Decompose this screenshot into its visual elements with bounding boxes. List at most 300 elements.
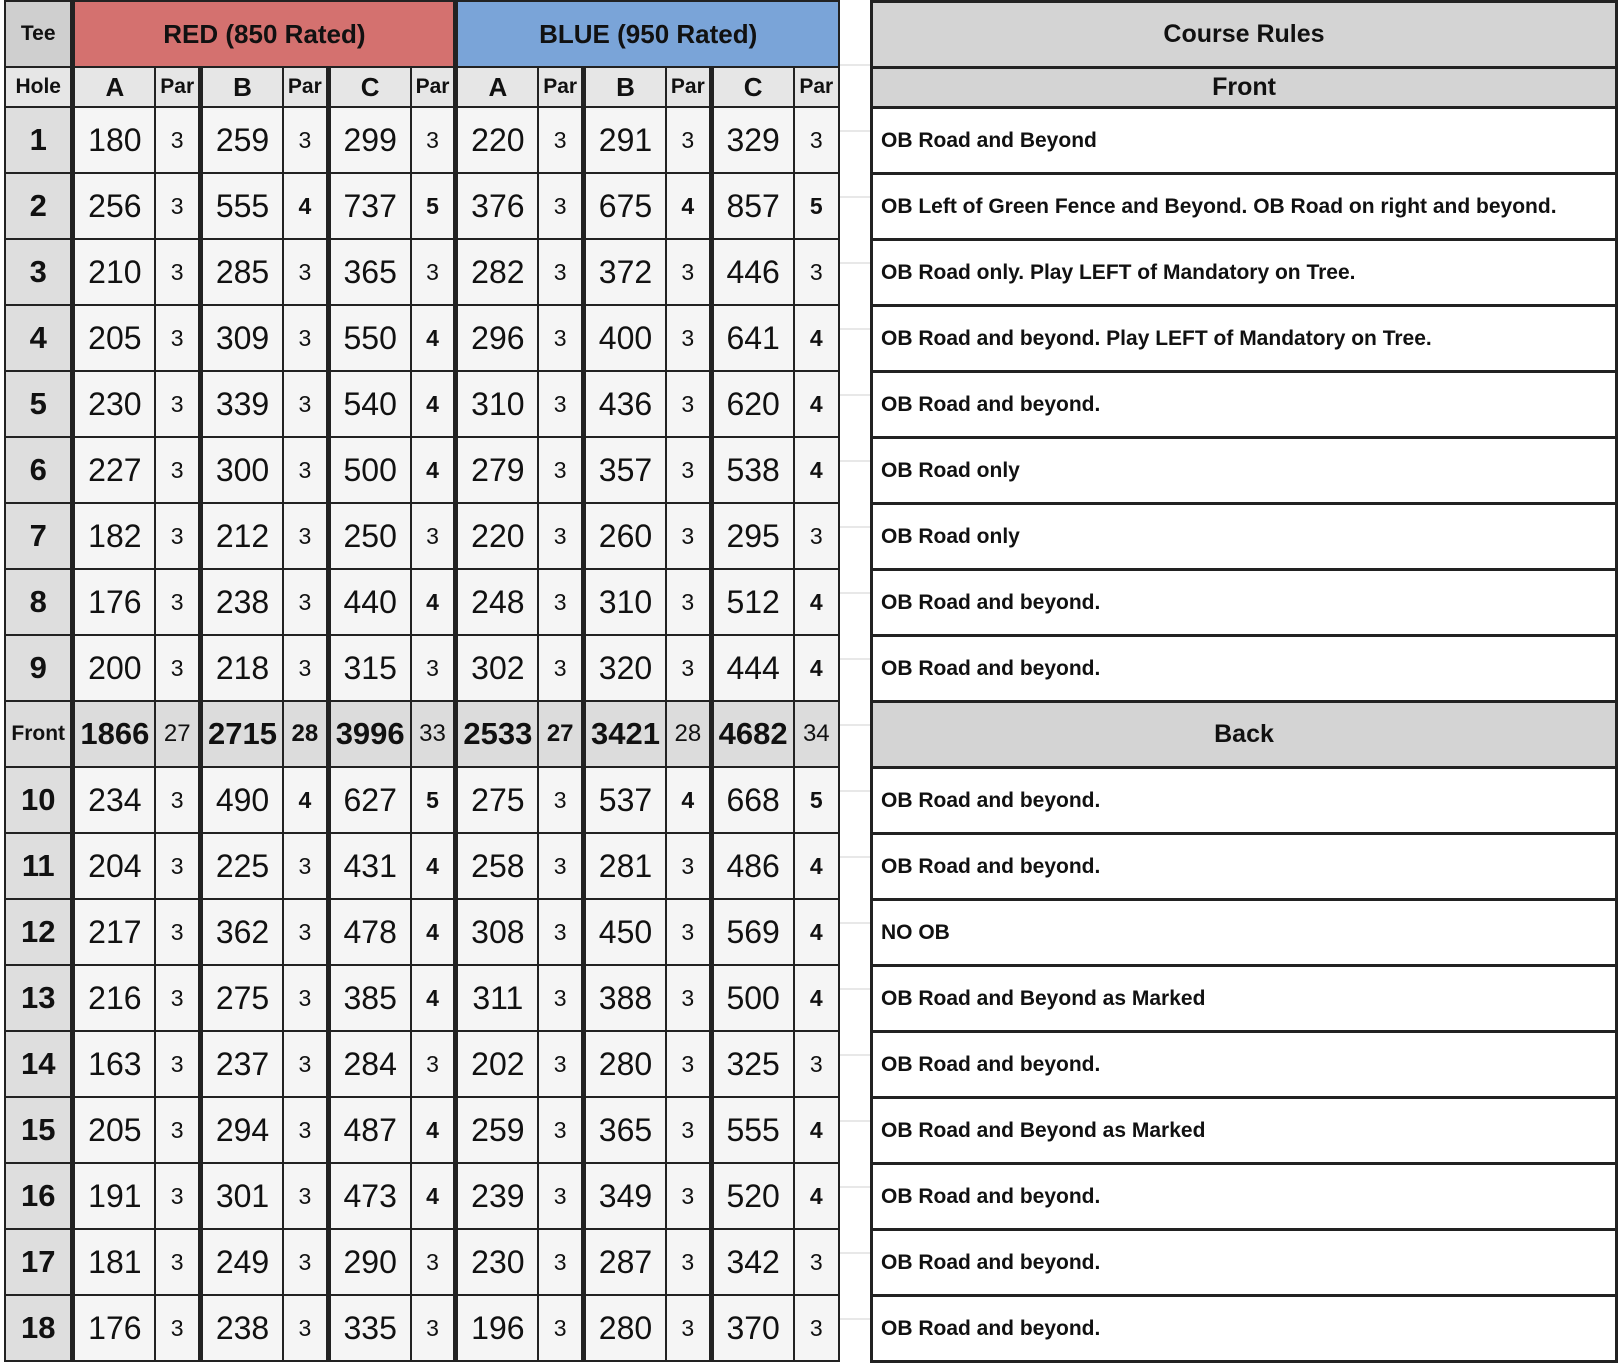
distance-cell: 220	[456, 107, 538, 173]
hole-label: Hole	[5, 67, 73, 107]
hole-row	[5, 635, 839, 701]
par-cell: 3	[283, 1229, 328, 1295]
par-cell: 3	[155, 1031, 200, 1097]
par-cell: 3	[283, 1295, 328, 1361]
tee-label: Tee	[5, 1, 73, 67]
par-cell: 3	[538, 1229, 583, 1295]
rule-row	[872, 834, 1617, 900]
distance-cell: 205	[73, 1097, 155, 1163]
par-cell: 3	[411, 635, 456, 701]
column-header-par: Par	[538, 67, 583, 107]
par-cell: 3	[411, 1295, 456, 1361]
par-cell: 3	[283, 899, 328, 965]
distance-cell: 282	[456, 239, 538, 305]
distance-cell: 280	[584, 1031, 666, 1097]
back-rule-text: OB Road and beyond.	[872, 1230, 1617, 1296]
par-cell: 3	[411, 239, 456, 305]
front-total-par: 28	[283, 701, 328, 767]
column-header-tee: C	[711, 67, 793, 107]
rule-row	[872, 1296, 1617, 1362]
distance-cell: 260	[584, 503, 666, 569]
par-cell: 3	[538, 1295, 583, 1361]
column-header-tee: B	[201, 67, 283, 107]
front-total-par: 27	[155, 701, 200, 767]
par-cell: 3	[794, 107, 839, 173]
hole-row	[5, 833, 839, 899]
distance-cell: 259	[456, 1097, 538, 1163]
distance-cell: 620	[711, 371, 793, 437]
column-header-tee: A	[456, 67, 538, 107]
hole-row	[5, 371, 839, 437]
rules-back-label: Back	[872, 702, 1617, 768]
front-rule-text: OB Road only	[872, 504, 1617, 570]
distance-cell: 287	[584, 1229, 666, 1295]
par-cell: 4	[794, 1097, 839, 1163]
distance-cell: 279	[456, 437, 538, 503]
column-header-par: Par	[666, 67, 711, 107]
par-cell: 4	[411, 371, 456, 437]
par-cell: 3	[538, 833, 583, 899]
par-cell: 3	[666, 965, 711, 1031]
par-cell: 3	[538, 107, 583, 173]
par-cell: 3	[538, 239, 583, 305]
par-cell: 3	[666, 1097, 711, 1163]
distance-cell: 349	[584, 1163, 666, 1229]
distance-cell: 295	[711, 503, 793, 569]
distance-cell: 204	[73, 833, 155, 899]
rule-row	[872, 306, 1617, 372]
distance-cell: 182	[73, 503, 155, 569]
par-cell: 5	[794, 173, 839, 239]
hole-row	[5, 239, 839, 305]
par-cell: 3	[283, 1031, 328, 1097]
distance-cell: 320	[584, 635, 666, 701]
front-total-par: 34	[794, 701, 839, 767]
par-cell: 3	[283, 965, 328, 1031]
hole-number: 6	[5, 437, 73, 503]
par-cell: 3	[155, 767, 200, 833]
par-cell: 3	[538, 437, 583, 503]
par-cell: 3	[155, 635, 200, 701]
par-cell: 4	[411, 305, 456, 371]
par-cell: 3	[283, 635, 328, 701]
distance-cell: 339	[201, 371, 283, 437]
hole-row	[5, 107, 839, 173]
rule-row	[872, 372, 1617, 438]
par-cell: 3	[794, 1229, 839, 1295]
par-cell: 3	[283, 107, 328, 173]
column-header-tee: B	[584, 67, 666, 107]
distance-cell: 540	[328, 371, 410, 437]
front-total-distance: 1866	[73, 701, 155, 767]
distance-cell: 200	[73, 635, 155, 701]
front-rule-text: OB Left of Green Fence and Beyond. OB Road on right and beyond.	[872, 174, 1617, 240]
rule-row	[872, 240, 1617, 306]
distance-cell: 342	[711, 1229, 793, 1295]
back-rule-text: OB Road and beyond.	[872, 834, 1617, 900]
distance-cell: 325	[711, 1031, 793, 1097]
distance-cell: 500	[711, 965, 793, 1031]
distance-cell: 329	[711, 107, 793, 173]
par-cell: 3	[794, 503, 839, 569]
par-cell: 3	[538, 965, 583, 1031]
hole-number: 17	[5, 1229, 73, 1295]
rule-row	[872, 1164, 1617, 1230]
distance-cell: 220	[456, 503, 538, 569]
distance-cell: 256	[73, 173, 155, 239]
distance-cell: 675	[584, 173, 666, 239]
par-cell: 3	[538, 1031, 583, 1097]
par-cell: 3	[283, 1163, 328, 1229]
rules-title-row	[872, 2, 1617, 68]
distance-cell: 237	[201, 1031, 283, 1097]
par-cell: 3	[411, 1229, 456, 1295]
par-cell: 3	[283, 569, 328, 635]
distance-cell: 218	[201, 635, 283, 701]
distance-cell: 370	[711, 1295, 793, 1361]
distance-cell: 385	[328, 965, 410, 1031]
distance-cell: 205	[73, 305, 155, 371]
rule-row	[872, 570, 1617, 636]
distance-cell: 299	[328, 107, 410, 173]
par-cell: 3	[666, 833, 711, 899]
distance-cell: 308	[456, 899, 538, 965]
distance-cell: 301	[201, 1163, 283, 1229]
distance-cell: 191	[73, 1163, 155, 1229]
hole-number: 7	[5, 503, 73, 569]
distance-cell: 300	[201, 437, 283, 503]
rule-row	[872, 966, 1617, 1032]
front-totals-row	[5, 701, 839, 767]
back-rule-text: OB Road and Beyond as Marked	[872, 966, 1617, 1032]
hole-number: 10	[5, 767, 73, 833]
par-cell: 3	[538, 1163, 583, 1229]
distance-cell: 311	[456, 965, 538, 1031]
course-rules-table	[870, 0, 1618, 1363]
blue-tee-header: BLUE (950 Rated)	[456, 1, 839, 67]
hole-number: 9	[5, 635, 73, 701]
rule-row	[872, 636, 1617, 702]
par-cell: 3	[666, 1229, 711, 1295]
distance-cell: 569	[711, 899, 793, 965]
distance-cell: 335	[328, 1295, 410, 1361]
front-total-distance: 3996	[328, 701, 410, 767]
distance-cell: 473	[328, 1163, 410, 1229]
hole-row	[5, 503, 839, 569]
par-cell: 3	[155, 1163, 200, 1229]
distance-cell: 537	[584, 767, 666, 833]
distance-cell: 444	[711, 635, 793, 701]
hole-number: 2	[5, 173, 73, 239]
par-cell: 3	[155, 305, 200, 371]
distance-cell: 315	[328, 635, 410, 701]
distance-cell: 446	[711, 239, 793, 305]
par-cell: 3	[155, 371, 200, 437]
front-total-distance: 4682	[711, 701, 793, 767]
rule-row	[872, 900, 1617, 966]
distance-cell: 440	[328, 569, 410, 635]
distance-cell: 225	[201, 833, 283, 899]
par-cell: 3	[666, 503, 711, 569]
hole-number: 3	[5, 239, 73, 305]
hole-number: 4	[5, 305, 73, 371]
distance-cell: 668	[711, 767, 793, 833]
distance-cell: 210	[73, 239, 155, 305]
rule-row	[872, 1098, 1617, 1164]
distance-cell: 176	[73, 569, 155, 635]
distance-cell: 216	[73, 965, 155, 1031]
distance-cell: 284	[328, 1031, 410, 1097]
par-cell: 3	[155, 437, 200, 503]
scorecard-table	[4, 0, 840, 1362]
column-header-tee: C	[328, 67, 410, 107]
distance-cell: 180	[73, 107, 155, 173]
front-total-par: 28	[666, 701, 711, 767]
distance-cell: 538	[711, 437, 793, 503]
distance-cell: 181	[73, 1229, 155, 1295]
par-cell: 3	[283, 305, 328, 371]
distance-cell: 250	[328, 503, 410, 569]
distance-cell: 436	[584, 371, 666, 437]
par-cell: 3	[538, 635, 583, 701]
front-rule-text: OB Road and Beyond	[872, 108, 1617, 174]
distance-cell: 362	[201, 899, 283, 965]
rule-row	[872, 108, 1617, 174]
distance-cell: 285	[201, 239, 283, 305]
par-cell: 3	[155, 899, 200, 965]
distance-cell: 520	[711, 1163, 793, 1229]
distance-cell: 230	[73, 371, 155, 437]
hole-row	[5, 899, 839, 965]
distance-cell: 294	[201, 1097, 283, 1163]
rule-row	[872, 1230, 1617, 1296]
distance-cell: 163	[73, 1031, 155, 1097]
par-cell: 4	[411, 833, 456, 899]
distance-cell: 500	[328, 437, 410, 503]
distance-cell: 281	[584, 833, 666, 899]
par-cell: 4	[666, 173, 711, 239]
header-row-columns	[5, 67, 839, 107]
front-total-distance: 2533	[456, 701, 538, 767]
par-cell: 3	[666, 437, 711, 503]
par-cell: 3	[666, 899, 711, 965]
distance-cell: 641	[711, 305, 793, 371]
back-rule-text: OB Road and beyond.	[872, 1164, 1617, 1230]
distance-cell: 196	[456, 1295, 538, 1361]
hole-number: 5	[5, 371, 73, 437]
distance-cell: 249	[201, 1229, 283, 1295]
gutter	[840, 0, 870, 1360]
distance-cell: 234	[73, 767, 155, 833]
distance-cell: 400	[584, 305, 666, 371]
distance-cell: 365	[584, 1097, 666, 1163]
distance-cell: 376	[456, 173, 538, 239]
rule-row	[872, 1032, 1617, 1098]
header-row-tee	[5, 1, 839, 67]
front-total-distance: 3421	[584, 701, 666, 767]
distance-cell: 490	[201, 767, 283, 833]
rule-row	[872, 438, 1617, 504]
par-cell: 3	[155, 1097, 200, 1163]
distance-cell: 217	[73, 899, 155, 965]
rules-back-header-row	[872, 702, 1617, 768]
distance-cell: 291	[584, 107, 666, 173]
par-cell: 3	[283, 371, 328, 437]
distance-cell: 627	[328, 767, 410, 833]
par-cell: 3	[155, 569, 200, 635]
par-cell: 3	[794, 1295, 839, 1361]
hole-row	[5, 569, 839, 635]
distance-cell: 238	[201, 569, 283, 635]
red-tee-header: RED (850 Rated)	[73, 1, 456, 67]
par-cell: 4	[411, 965, 456, 1031]
par-cell: 4	[794, 899, 839, 965]
front-rule-text: OB Road only. Play LEFT of Mandatory on Tree.	[872, 240, 1617, 306]
par-cell: 4	[794, 635, 839, 701]
column-header-par: Par	[283, 67, 328, 107]
distance-cell: 248	[456, 569, 538, 635]
par-cell: 4	[411, 899, 456, 965]
par-cell: 3	[155, 239, 200, 305]
par-cell: 3	[794, 1031, 839, 1097]
par-cell: 3	[538, 305, 583, 371]
par-cell: 3	[538, 371, 583, 437]
par-cell: 3	[283, 1097, 328, 1163]
par-cell: 3	[666, 635, 711, 701]
distance-cell: 357	[584, 437, 666, 503]
hole-number: 12	[5, 899, 73, 965]
par-cell: 5	[411, 173, 456, 239]
par-cell: 3	[666, 107, 711, 173]
distance-cell: 275	[201, 965, 283, 1031]
distance-cell: 486	[711, 833, 793, 899]
par-cell: 3	[155, 173, 200, 239]
distance-cell: 478	[328, 899, 410, 965]
hole-number: 13	[5, 965, 73, 1031]
front-rule-text: OB Road only	[872, 438, 1617, 504]
back-rule-text: OB Road and beyond.	[872, 1296, 1617, 1362]
distance-cell: 372	[584, 239, 666, 305]
par-cell: 4	[794, 1163, 839, 1229]
par-cell: 3	[538, 503, 583, 569]
rule-row	[872, 504, 1617, 570]
distance-cell: 737	[328, 173, 410, 239]
hole-number: 18	[5, 1295, 73, 1361]
back-rule-text: OB Road and Beyond as Marked	[872, 1098, 1617, 1164]
hole-row	[5, 767, 839, 833]
par-cell: 4	[794, 965, 839, 1031]
distance-cell: 512	[711, 569, 793, 635]
hole-row	[5, 173, 839, 239]
par-cell: 4	[794, 569, 839, 635]
par-cell: 3	[666, 1295, 711, 1361]
par-cell: 3	[411, 503, 456, 569]
distance-cell: 555	[201, 173, 283, 239]
distance-cell: 555	[711, 1097, 793, 1163]
par-cell: 3	[283, 833, 328, 899]
distance-cell: 450	[584, 899, 666, 965]
hole-number: 16	[5, 1163, 73, 1229]
par-cell: 3	[666, 371, 711, 437]
par-cell: 3	[155, 1295, 200, 1361]
distance-cell: 259	[201, 107, 283, 173]
distance-cell: 275	[456, 767, 538, 833]
distance-cell: 238	[201, 1295, 283, 1361]
distance-cell: 176	[73, 1295, 155, 1361]
hole-row	[5, 1031, 839, 1097]
par-cell: 5	[794, 767, 839, 833]
hole-row	[5, 1097, 839, 1163]
front-total-par: 27	[538, 701, 583, 767]
distance-cell: 296	[456, 305, 538, 371]
back-rule-text: OB Road and beyond.	[872, 1032, 1617, 1098]
hole-row	[5, 1295, 839, 1361]
par-cell: 4	[794, 371, 839, 437]
rules-front-header-row	[872, 68, 1617, 108]
par-cell: 3	[155, 833, 200, 899]
distance-cell: 487	[328, 1097, 410, 1163]
par-cell: 3	[283, 503, 328, 569]
hole-number: 1	[5, 107, 73, 173]
par-cell: 3	[538, 173, 583, 239]
front-total-distance: 2715	[201, 701, 283, 767]
par-cell: 3	[538, 1097, 583, 1163]
par-cell: 3	[538, 569, 583, 635]
front-rule-text: OB Road and beyond.	[872, 372, 1617, 438]
course-rules-title: Course Rules	[872, 2, 1617, 68]
par-cell: 5	[411, 767, 456, 833]
par-cell: 4	[411, 437, 456, 503]
par-cell: 3	[666, 305, 711, 371]
par-cell: 3	[155, 965, 200, 1031]
front-label: Front	[5, 701, 73, 767]
back-rule-text: OB Road and beyond.	[872, 768, 1617, 834]
hole-row	[5, 965, 839, 1031]
back-rule-text: NO OB	[872, 900, 1617, 966]
distance-cell: 365	[328, 239, 410, 305]
par-cell: 3	[538, 899, 583, 965]
distance-cell: 230	[456, 1229, 538, 1295]
par-cell: 4	[411, 1163, 456, 1229]
par-cell: 3	[666, 569, 711, 635]
hole-number: 11	[5, 833, 73, 899]
par-cell: 3	[283, 437, 328, 503]
distance-cell: 550	[328, 305, 410, 371]
front-rule-text: OB Road and beyond.	[872, 636, 1617, 702]
par-cell: 4	[666, 767, 711, 833]
par-cell: 3	[155, 503, 200, 569]
distance-cell: 290	[328, 1229, 410, 1295]
par-cell: 3	[411, 1031, 456, 1097]
hole-number: 14	[5, 1031, 73, 1097]
par-cell: 3	[155, 1229, 200, 1295]
par-cell: 3	[283, 239, 328, 305]
rules-front-label: Front	[872, 68, 1617, 108]
par-cell: 3	[155, 107, 200, 173]
distance-cell: 857	[711, 173, 793, 239]
distance-cell: 280	[584, 1295, 666, 1361]
distance-cell: 388	[584, 965, 666, 1031]
par-cell: 3	[666, 1163, 711, 1229]
distance-cell: 302	[456, 635, 538, 701]
par-cell: 4	[794, 437, 839, 503]
rule-row	[872, 174, 1617, 240]
distance-cell: 239	[456, 1163, 538, 1229]
distance-cell: 310	[584, 569, 666, 635]
par-cell: 4	[283, 173, 328, 239]
front-rule-text: OB Road and beyond. Play LEFT of Mandatory on Tree.	[872, 306, 1617, 372]
hole-row	[5, 305, 839, 371]
